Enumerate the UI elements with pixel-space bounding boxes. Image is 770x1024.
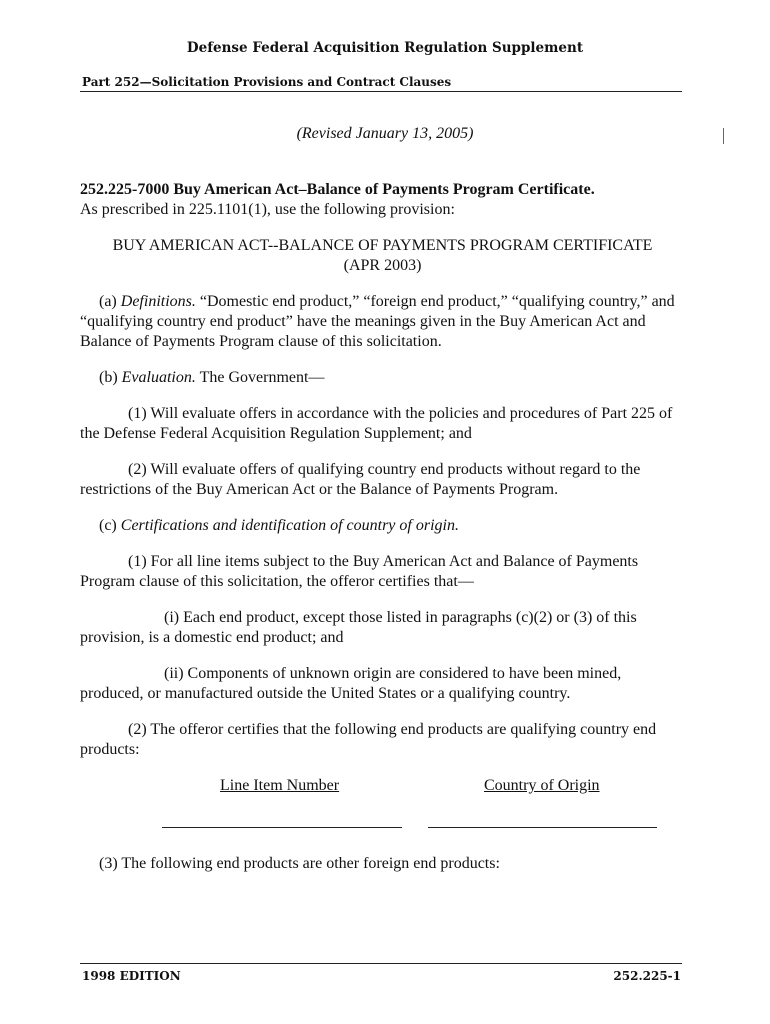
part-heading: Part 252—Solicitation Provisions and Contract Clauses bbox=[82, 75, 452, 89]
edition-label: 1998 EDITION bbox=[82, 969, 181, 983]
section-title: 252.225-7000 Buy American Act–Balance of Payments Program Certificate. bbox=[80, 181, 595, 198]
paragraph-b1: (1) Will evaluate offers in accordance with the policies and procedures of Part 225 of the Defense Federal Acquisition Regulation Supplement; and bbox=[80, 405, 673, 442]
footer-divider bbox=[80, 963, 682, 964]
paragraph-b-label: (b) bbox=[99, 369, 118, 386]
paragraph-c2: (2) The offeror certifies that the following end products are qualifying country end products: bbox=[80, 721, 657, 758]
paragraph-c1i: (i) Each end product, except those listed in paragraphs (c)(2) or (3) of this provision, is a domestic end product; and bbox=[80, 609, 637, 646]
paragraph-c1ii: (ii) Components of unknown origin are considered to have been mined, produced, or manufactured outside the United States or a qualifying country. bbox=[80, 665, 622, 702]
paragraph-a-label: (a) bbox=[99, 293, 117, 310]
paragraph-c3: (3) The following end products are other foreign end products: bbox=[99, 855, 500, 872]
paragraph-a-heading: Definitions. bbox=[120, 293, 196, 310]
provision-date: (APR 2003) bbox=[343, 257, 422, 274]
country-of-origin-header: Country of Origin bbox=[484, 777, 600, 794]
paragraph-c1: (1) For all line items subject to the Buy American Act and Balance of Payments Program clause of this solicitation, the offeror certifies that— bbox=[80, 553, 639, 590]
paragraph-c bbox=[80, 516, 685, 536]
paragraph-c-label: (c) bbox=[99, 517, 117, 534]
paragraph-b bbox=[80, 368, 685, 388]
paragraph-a bbox=[80, 292, 685, 352]
line-item-number-header: Line Item Number bbox=[220, 777, 340, 794]
header-divider bbox=[80, 91, 682, 92]
change-bar bbox=[723, 128, 724, 144]
section-heading-block bbox=[80, 180, 685, 220]
qualifying-country-table bbox=[80, 776, 685, 838]
prescription-text: As prescribed in 225.1101(1), use the following provision: bbox=[80, 201, 455, 218]
paragraph-b-text: The Government— bbox=[199, 369, 325, 386]
revision-date: (Revised January 13, 2005) bbox=[296, 125, 474, 142]
document-body bbox=[80, 180, 685, 890]
paragraph-b-heading: Evaluation. bbox=[121, 369, 196, 386]
paragraph-b2: (2) Will evaluate offers of qualifying country end products without regard to the restrictions of the Buy American Act or the Balance of Payments Program. bbox=[80, 461, 641, 498]
country-blank-field[interactable] bbox=[428, 827, 657, 828]
paragraph-c-heading: Certifications and identification of country of origin. bbox=[120, 517, 459, 534]
page-header-title: Defense Federal Acquisition Regulation Supplement bbox=[186, 40, 584, 56]
line-item-blank-field[interactable] bbox=[162, 827, 402, 828]
page-number: 252.225-1 bbox=[613, 969, 681, 983]
provision-title-block bbox=[80, 236, 685, 276]
paragraph-a-text: “Domestic end product,” “foreign end product,” “qualifying country,” and “qualifying country end product” have the meanings given in the Buy American Act and Balance of Payments Program clause of this solicitation. bbox=[80, 293, 675, 350]
provision-title: BUY AMERICAN ACT--BALANCE OF PAYMENTS PROGRAM CERTIFICATE bbox=[112, 237, 653, 254]
